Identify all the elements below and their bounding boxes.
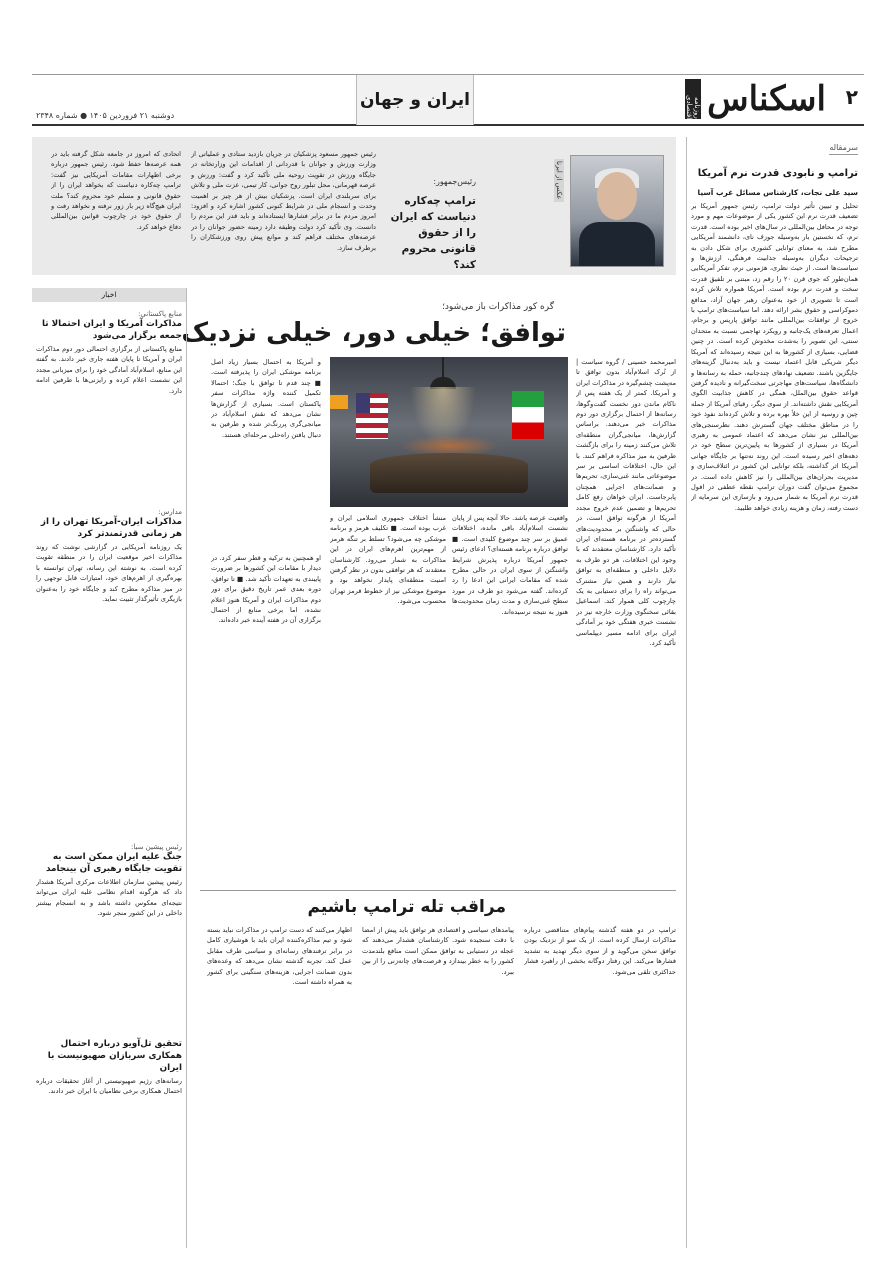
logo: اسکناس <box>707 79 826 119</box>
news-title: مذاکرات ایران-آمریکا تهران را از هر زمانی قدرتمندتر کرد <box>40 517 182 539</box>
main-body-col-d: منشأ اختلاف جمهوری اسلامی ایران و غرب بوده است. ■ تکلیف هرمز و برنامه موشکی چه می‌شود؟ تسلط بر تنگه هرمز از مهم‌ترین اهرم‌های ایران در این مذاکرات به شمار می‌رود. کارشناسان معتقدند که هر توافقی بدون در نظر گرفتن امنیت منطقه‌ای پایدار نخواهد بود و موضوع موشکی نیز از خطوط قرمز تهران محسوب می‌شود. <box>330 514 446 606</box>
interview-headline[interactable]: ترامپ چه‌کاره دنیاست که ایران را از حقوق قانونی محروم کند؟ <box>390 195 476 271</box>
main-body-col-e: او همچنین به ترکیه و قطر سفر کرد. در دیدار با مقامات این کشورها بر ضرورت پایبندی به تعهدات تأکید شد. ■ تا توافق، دوره بعدی عمر تاریخ دقیق برای دور دوم مذاکرات ایران و آمریکا هنوز اعلام نشده، اما برخی منابع از احتمال برگزاری آن در هفته آینده خبر داده‌اند. <box>211 554 321 625</box>
interview-body-2: اتحادی که امروز در جامعه شکل گرفته باید در همه عرصه‌ها حفظ شود. رئیس جمهور درباره برخی اظهارات مقامات آمریکایی نیز گفت: ترامپ چه‌کاره دنیاست که بخواهد ایران را از حقوق قانونی و مسلم خود محروم کند؟ ملت ایران هیچ‌گاه زیر بار زور نرفته و نخواهد رفت و از حقوق خود در چارچوب قوانین بین‌المللی دفاع خواهد کرد. <box>51 150 181 231</box>
bottom-body-col-3: اظهار می‌کنند که دست ترامپ در مذاکرات نباید بسته شود و تیم مذاکره‌کننده ایران باید با هوشیاری کامل در برابر ترفندهای رسانه‌ای و سیاسی طرف مقابل عمل کند. تجربه گذشته نشان می‌دهد که وعده‌های بدون ضمانت اجرایی، هزینه‌های سنگینی برای کشور به همراه داشته است. <box>207 926 352 987</box>
image-badge <box>330 395 348 409</box>
editorial-body: تحلیل و تبیین تأثیر دولت ترامپ، رئیس جمهور آمریکا بر تضعیف قدرت نرم این کشور یکی از موضوعات مهم و مورد توجه در محافل بین‌المللی در سال‌های اخیر بوده است. قدرت نرم، که نخستین بار به‌وسیله جوزف نای، دانشمند آمریکایی مطرح شد، به معنای توانایی کشوری برای شکل دادن به ترجیحات دیگران به‌وسیله جذابیت فرهنگی، ارزش‌ها و سیاست‌ها است. از حیث نظری، هژمونی نرم، تفکر آمریکایی همان‌طور که جوی قرن ۲۰ را رقم زد، مبتنی بر تلفیق قدرت سخت و قدرت نرم بوده است. آمریکا همواره تلاش کرده است تا تصویری از خود به‌عنوان رهبر جهان آزاد، مدافع دموکراسی و حقوق بشر ارائه دهد. اما سیاست‌های ترامپ با خروج از توافقات بین‌المللی مانند توافق پاریس و برجام، اعمال تعرفه‌های یک‌جانبه و رویکرد تهاجمی نسبت به متحدان سنتی، این تصویر را به‌شدت مخدوش کرده است. در چنین فضایی، بسیاری از کشورها به این نتیجه رسیده‌اند که آمریکا دیگر شریکی قابل اعتماد نیست و باید به‌دنبال گزینه‌های جایگزین باشند. تضعیف نهادهای چندجانبه، حمله به رسانه‌ها و دانشگاه‌ها، سیاست‌های مهاجرتی سخت‌گیرانه و نادیده گرفتن قواعد حقوق بین‌الملل، همگی در کاهش جذابیت الگوی آمریکایی نقش داشته‌اند. از سوی دیگر، رقبای آمریکا از جمله چین و روسیه از این خلأ بهره برده و تلاش کرده‌اند نفوذ خود را در مناطق مختلف جهان گسترش دهند. نظرسنجی‌های بین‌المللی نیز نشان می‌دهد که اعتماد عمومی به رهبری آمریکا در بسیاری از کشورها به پایین‌ترین سطح خود در دهه‌های اخیر رسیده است. این روند نه‌تنها بر جایگاه جهانی آمریکا اثر گذاشته، بلکه توانایی این کشور در ائتلاف‌سازی و مدیریت بحران‌های بین‌المللی را نیز کاهش داده است. در مجموع می‌توان گفت دوران ترامپ نقطه عطفی در افول قدرت نرم آمریکا به شمار می‌رود و بازسازی این سرمایه از دست رفته، زمان و هزینه زیادی خواهد طلبید. <box>691 202 858 512</box>
news-title: جنگ علیه ایران ممکن است به تقویت جایگاه رهبری آن بینجامد <box>45 852 182 874</box>
news-body: یک روزنامه آمریکایی در گزارشی نوشت که روند مذاکرات اخیر موقعیت ایران را در منطقه تقویت کرده است. به نوشته این رسانه، تهران توانسته با بهره‌گیری از اهرم‌های خود، امتیازات قابل توجهی را در میز مذاکره مطرح کند و جایگاه خود را به‌عنوان بازیگری تأثیرگذار تثبیت نماید. <box>36 543 182 604</box>
main-body-col-a: امیرمحمد حسینی / گروه سیاست | از تُرک اسلام‌آباد بدون توافق تا مه‌پشت چشم‌گیره در مذاکرات ایران و آمریکا. کمتر از یک هفته پس از ناکام ماندن دور نخست گفت‌وگوها، رسانه‌ها از احتمال برگزاری دور دوم مذاکرات خبر می‌دهند. براساس گزارش‌ها، میانجی‌گران منطقه‌ای تلاش می‌کنند زمینه را برای بازگشت طرفین به میز مذاکره فراهم کنند. با این حال، اختلافات اساسی بر سر موضوعاتی مانند غنی‌سازی، تحریم‌ها و ضمانت‌های اجرایی همچنان پابرجاست. ایران خواهان رفع کامل تحریم‌ها و تضمین عدم خروج مجدد آمریکا از هرگونه توافق است، در حالی که واشنگتن بر محدودیت‌های گسترده‌تر در برنامه هسته‌ای ایران تأکید دارد. کارشناسان معتقدند که با وجود این اختلافات، هر دو طرف به دلایل داخلی و منطقه‌ای به توافق نیاز دارند و همین نیاز مشترک می‌تواند راه را برای دستیابی به یک چارچوب کلی هموار کند. اسماعیل بقائی سخنگوی وزارت خارجه نیز در نشست خبری هفتگی خود بر آمادگی ایران برای ادامه مسیر دیپلماسی تأکید کرد. <box>576 358 676 647</box>
article-divider <box>200 890 676 891</box>
news-item[interactable] <box>36 843 182 1017</box>
news-kicker: رئیس پیشین سیا: <box>130 843 182 851</box>
photo-face <box>597 172 637 220</box>
news-body: منابع پاکستانی از برگزاری احتمالی دور دوم مذاکرات ایران و آمریکا تا پایان هفته جاری خبر دادند. به گفته این منابع، اسلام‌آباد آمادگی خود را برای میزبانی مجدد این نشست اعلام کرده و رایزنی‌ها با طرفین ادامه دارد. <box>36 345 182 395</box>
section-title: ایران و جهان <box>356 75 474 125</box>
news-item[interactable] <box>36 1038 182 1216</box>
dateline: دوشنبه ۲۱ فروردین ۱۴۰۵ ● شماره ۲۳۴۸ <box>36 111 175 120</box>
editorial-title[interactable]: ترامپ و نابودی قدرت نرم آمریکا <box>697 168 858 179</box>
page-header <box>32 74 864 126</box>
editorial-column <box>686 137 864 1248</box>
news-kicker: مدارس: <box>158 508 182 516</box>
news-column <box>32 288 187 1248</box>
editorial-label: سرمقاله <box>829 143 858 155</box>
news-body: رئیس پیشین سازمان اطلاعات مرکزی آمریکا هشدار داد که هرگونه اقدام نظامی علیه ایران می‌تواند نتیجه‌ای معکوس داشته باشد و به انسجام بیشتر داخلی در این کشور منجر شود. <box>36 878 182 918</box>
interview-box <box>32 137 676 275</box>
bottom-body-col-2: پیامدهای سیاسی و اقتصادی هر توافق باید پیش از امضا با دقت سنجیده شود. کارشناسان هشدار می‌دهند که عجله در دستیابی به توافق ممکن است منافع بلندمدت کشور را به خطر بیندازد و فرصت‌های چانه‌زنی را از بین ببرد. <box>362 926 514 976</box>
editorial-author: سید علی نجات، کارشناس مسائل غرب آسیا <box>697 188 858 197</box>
main-kicker: گره کور مذاکرات باز می‌شود؛ <box>442 302 554 312</box>
table-surface <box>370 453 528 493</box>
iran-flag-icon <box>512 391 544 439</box>
photo-body <box>579 222 655 266</box>
bottom-headline[interactable]: مراقب تله ترامپ باشیم <box>307 897 506 917</box>
negotiation-table-image <box>330 357 568 507</box>
news-label: اخبار <box>32 288 186 302</box>
interview-kicker: رئیس‌جمهور: <box>433 177 476 186</box>
photo-credit: عکس از ایرنا <box>555 161 563 200</box>
bottom-body-col-1: ترامپ در دو هفته گذشته پیام‌های متناقضی درباره مذاکرات ارسال کرده است. از یک سو از نزدیک بودن توافق سخن می‌گوید و از سوی دیگر تهدید به تشدید فشارها می‌کند. این رفتار دوگانه بخشی از راهبرد فشار حداکثری تلقی می‌شود. <box>524 926 676 976</box>
logo-tag: روزنامه اقتصادی <box>685 79 701 119</box>
news-item[interactable] <box>36 508 182 812</box>
main-headline[interactable]: توافق؛ خیلی دور، خیلی نزدیک <box>181 318 566 348</box>
page-number: ۲ <box>845 85 858 109</box>
news-kicker: منابع پاکستانی: <box>138 310 182 318</box>
masthead[interactable] <box>685 79 826 119</box>
lamp-cord <box>442 357 444 377</box>
main-body-col-c: واقعیت عرصه باشد. حالا آنچه پس از پایان نشست اسلام‌آباد باقی مانده، اختلافات عمیق بر سر چند موضوع کلیدی است. ■ توافق درباره برنامه هسته‌ای؟ ادعای رئیس جمهور آمریکا درباره پذیرش شرایط واشنگتن از سوی ایران در حالی مطرح شده که مقامات ایرانی این ادعا را رد کرده‌اند. گفته می‌شود دو طرف در مورد سطح غنی‌سازی و مدت زمان محدودیت‌ها هنوز به نتیجه نرسیده‌اند. <box>452 514 568 616</box>
news-item[interactable] <box>36 310 182 494</box>
main-body-col-b: و آمریکا به احتمال بسیار زیاد اصل برنامه موشکی ایران را پذیرفته است. ■ چند قدم تا توافق با جنگ؛ احتمالا تکمیل کننده واژه مذاکرات سفر پاکستان است. بسیاری از گزارش‌ها نشان می‌دهد که نقش اسلام‌آباد در میانجی‌گری پررنگ‌تر شده و طرفین به دنبال یافتن راه‌حلی مرحله‌ای هستند. <box>211 358 321 439</box>
president-photo <box>570 155 664 267</box>
interview-body-1: رئیس جمهور مسعود پزشکیان در جریان بازدید ستادی و عملیاتی از وزارت ورزش و جوانان با قدردانی از اقدامات این وزارتخانه در جایگاه ورزش در تقویت روحیه ملی تأکید کرد و گفت: ورزش و عرصه قهرمانی، محل تبلور روح جوانی، کار تیمی، عزت ملی و تلاش برای سربلندی ایران است. پزشکیان بیش از هر چیز بر اهمیت وحدت و انسجام ملی در شرایط کنونی کشور اشاره کرد و افزود: امروز مردم ما در برابر فشارها ایستاده‌اند و باید قدر این مردم را دانست. وی تأکید کرد دولت وظیفه دارد زمینه حضور جوانان را در عرصه‌های مختلف فراهم کند و موانع پیش روی ورزشکاران را برطرف سازد. <box>191 150 376 252</box>
us-flag-icon <box>356 393 388 439</box>
news-body: رسانه‌های رژیم صهیونیستی از آغاز تحقیقات درباره احتمال همکاری برخی نظامیان با ایران خبر دادند. <box>36 1077 182 1096</box>
news-title: مذاکرات آمریکا و ایران احتمالا تا جمعه برگزار می‌شود <box>41 319 182 341</box>
news-title: تحقیق تل‌آویو درباره احتمال همکاری سربازان صهیونیست با ایران <box>47 1039 182 1073</box>
